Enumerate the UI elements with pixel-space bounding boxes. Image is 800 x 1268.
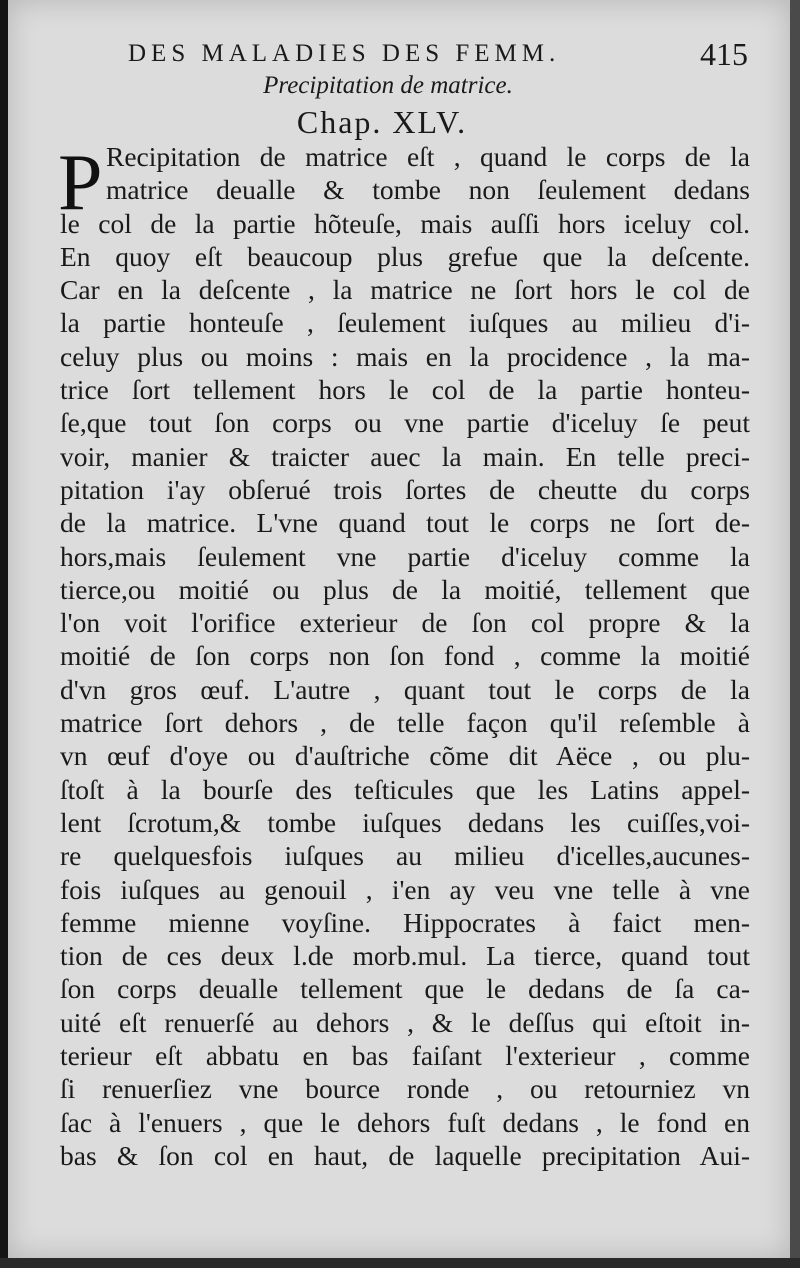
running-head: DES MALADIES DES FEMM. <box>128 40 561 67</box>
text-line: matrice ſort dehors , de telle façon qu'il reſemble à <box>60 707 750 739</box>
text-line: celuy plus ou moins : mais en la procidence , la ma- <box>60 340 750 372</box>
page-number: 415 <box>700 36 748 72</box>
text-line: la partie honteuſe , ſeulement iuſques au milieu d'i- <box>60 307 750 339</box>
text-line: Recipitation de matrice eſt , quand le corps de la <box>106 141 750 172</box>
text-line: terieur eſt abbatu en bas faiſant l'exterieur , comme <box>60 1040 750 1072</box>
text-line: voir, manier & traicter auec la main. En telle preci- <box>60 440 750 472</box>
text-line: hors,mais ſeulement vne partie d'iceluy comme la <box>60 540 750 572</box>
text-line: ſac à l'enuers , que le dehors fuſt dedans , le fond en <box>60 1106 750 1138</box>
text-line: tierce,ou moitié ou plus de la moitié, tellement que <box>60 573 750 605</box>
text-line: fois iuſques au genouil , i'en ay veu vne telle à vne <box>60 873 750 905</box>
book-page <box>8 0 790 1258</box>
text-line: l'on voit l'orifice exterieur de ſon col propre & la <box>60 607 750 639</box>
text-line: pitation i'ay obſerué trois ſortes de cheutte du corps <box>60 473 750 505</box>
section-subtitle: Precipitation de matrice. <box>263 72 513 99</box>
drop-cap: P <box>58 139 103 227</box>
text-line: lent ſcrotum,& tombe iuſques dedans les cuiſſes,voi- <box>60 806 750 838</box>
text-line: vn œuf d'oye ou d'auſtriche cõme dit Aëce , ou plu- <box>60 740 750 772</box>
text-line: Car en la deſcente , la matrice ne ſort hors le col de <box>60 274 750 306</box>
text-line: ſon corps deualle tellement que le dedans de ſa ca- <box>60 973 750 1005</box>
page-gutter-edge <box>790 0 800 1268</box>
text-line: matrice deualle & tombe non ſeulement dedans <box>106 174 750 206</box>
text-line: d'vn gros œuf. L'autre , quant tout le corps de la <box>60 673 750 705</box>
text-line: uité eſt renuerſé au dehors , & le deſſus qui eſtoit in- <box>60 1006 750 1038</box>
text-line: le col de la partie hõteuſe, mais auſſi hors iceluy col. <box>60 207 750 239</box>
text-line: de la matrice. L'vne quand tout le corps ne ſort de- <box>60 507 750 539</box>
text-line: ſi renuerſiez vne bource ronde , ou retourniez vn <box>60 1073 750 1105</box>
text-line: ſe,que tout ſon corps ou vne partie d'iceluy ſe peut <box>60 407 750 439</box>
text-line: ſtoſt à la bourſe des teſticules que les Latins appel- <box>60 773 750 805</box>
text-line: tion de ces deux l.de morb.mul. La tierce, quand tout <box>60 940 750 972</box>
text-line: En quoy eſt beaucoup plus grefue que la deſcente. <box>60 240 750 272</box>
text-line: moitié de ſon corps non ſon fond , comme la moitié <box>60 640 750 672</box>
chapter-heading: Chap. XLV. <box>296 104 468 140</box>
text-line: femme mienne voyſine. Hippocrates à faict men- <box>60 906 750 938</box>
text-line: trice ſort tellement hors le col de la partie honteu- <box>60 374 750 406</box>
body-text <box>60 140 750 1172</box>
page-bottom-edge <box>0 1258 800 1268</box>
text-line: re quelquesfois iuſques au milieu d'icelles,aucunes- <box>60 840 750 872</box>
text-line: bas & ſon col en haut, de laquelle precipitation Aui- <box>60 1139 750 1171</box>
